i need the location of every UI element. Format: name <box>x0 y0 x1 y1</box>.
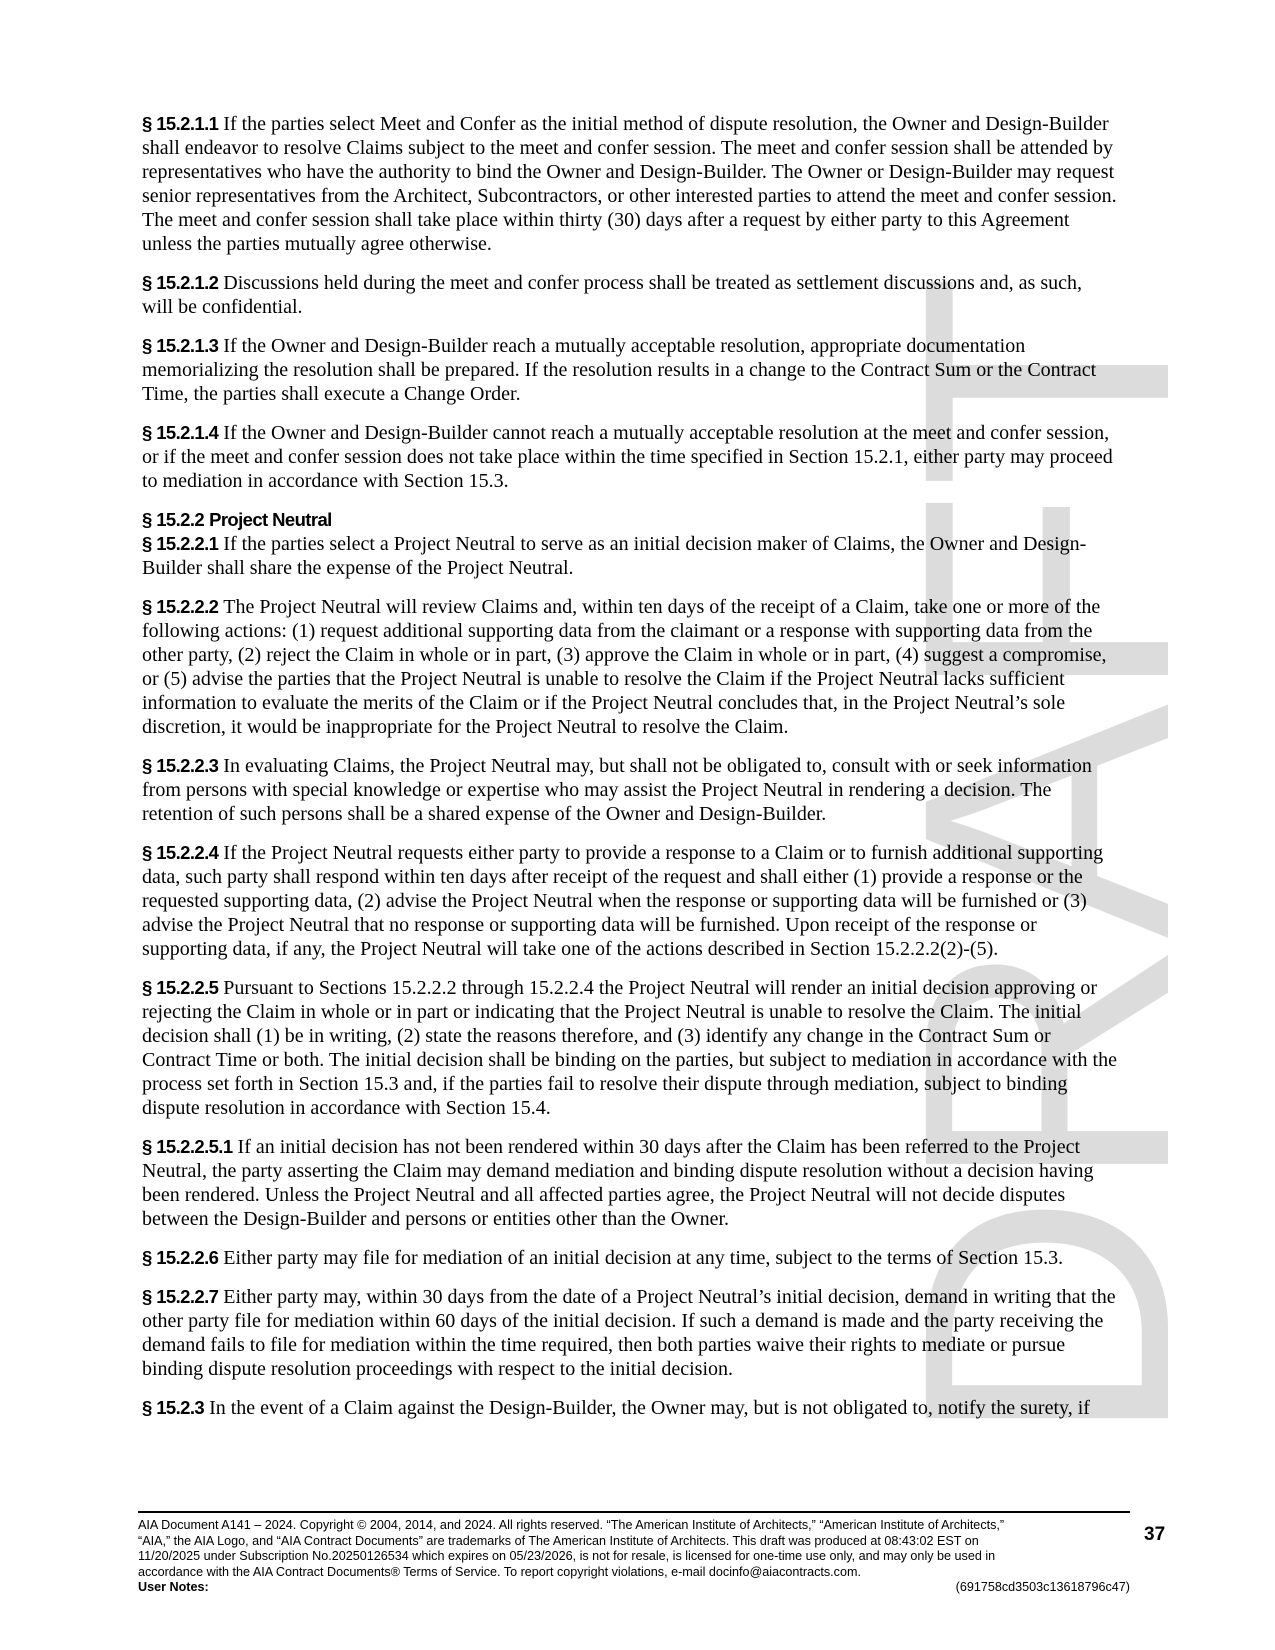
section-number: § 15.2.2.4 <box>142 842 219 863</box>
section-heading-text: Project Neutral <box>209 509 332 530</box>
page-footer <box>138 1511 1130 1596</box>
section-number: § 15.2.1.4 <box>142 422 219 443</box>
user-notes-label: User Notes: <box>138 1580 209 1595</box>
section-heading <box>142 508 1118 532</box>
document-id: (691758cd3503c13618796c47) <box>955 1580 1130 1595</box>
section-text: Discussions held during the meet and confer process shall be treated as settlement discussions and, as such, will be confidential. <box>142 272 1082 318</box>
section-paragraph <box>142 1246 1118 1270</box>
section-paragraph <box>142 532 1118 580</box>
footer-terms-line: accordance with the AIA Contract Documents® Terms of Service. To report copyright violations, e-mail docinfo@aiacontracts.com. <box>138 1564 861 1579</box>
section-paragraph <box>142 841 1118 961</box>
section-number: § 15.2.2 <box>142 509 205 530</box>
section-text: If the parties select a Project Neutral to serve as an initial decision maker of Claims, the Owner and Design-Builder shall share the expense of the Project Neutral. <box>142 533 1087 579</box>
section-number: § 15.2.2.5 <box>142 977 219 998</box>
section-number: § 15.2.3 <box>142 1397 205 1418</box>
section-number: § 15.2.2.3 <box>142 755 219 776</box>
section-text: Either party may, within 30 days from the date of a Project Neutral’s initial decision, demand in writing that the other party file for mediation within 60 days of the initial decision. If such a demand is made and the party receiving the demand fails to file for mediation within the time required, then both parties waive their rights to mediate or pursue binding dispute resolution proceedings with respect to the initial decision. <box>142 1286 1116 1380</box>
section-text: If the parties select Meet and Confer as the initial method of dispute resolution, the Owner and Design-Builder shall endeavor to resolve Claims subject to the meet and confer session. The meet and confer session shall be attended by representatives who have the authority to bind the Owner and Design-Builder. The Owner or Design-Builder may request senior representatives from the Architect, Subcontractors, or other interested parties to attend the meet and confer session. The meet and confer session shall take place within thirty (30) days after a request by either party to this Agreement unless the parties mutually agree otherwise. <box>142 113 1117 255</box>
section-number: § 15.2.1.2 <box>142 272 219 293</box>
section-text: In the event of a Claim against the Design-Builder, the Owner may, but is not obligated to, notify the surety, if <box>209 1397 1090 1419</box>
draft-watermark: DRAFT <box>849 273 1243 1447</box>
section-text: In evaluating Claims, the Project Neutral may, but shall not be obligated to, consult with or seek information from persons with special knowledge or expertise who may assist the Project Neutral in rendering a decision. The retention of such persons shall be a shared expense of the Owner and Design-Builder. <box>142 755 1092 825</box>
section-number: § 15.2.2.5.1 <box>142 1136 233 1157</box>
section-paragraph <box>142 1285 1118 1381</box>
section-paragraph <box>142 754 1118 826</box>
section-number: § 15.2.2.6 <box>142 1247 219 1268</box>
section-paragraph <box>142 421 1118 493</box>
section-number: § 15.2.2.7 <box>142 1286 219 1307</box>
section-paragraph <box>142 112 1118 256</box>
footer-copyright-line: AIA Document A141 – 2024. Copyright © 2004, 2014, and 2024. All rights reserved. “The American Institute of Architects,” “American Institute of Architects,” <box>138 1518 1005 1532</box>
section-text: Either party may file for mediation of an initial decision at any time, subject to the terms of Section 15.3. <box>223 1247 1064 1269</box>
page-number: 37 <box>1144 1524 1166 1545</box>
footer-trademark-line: “AIA,” the AIA Logo, and “AIA Contract Documents” are trademarks of The American Institute of Architects. This draft was produced at 08:43:02 EST on <box>138 1533 979 1548</box>
section-text: If an initial decision has not been rendered within 30 days after the Claim has been referred to the Project Neutral, the party asserting the Claim may demand mediation and binding dispute resolution without a decision having been rendered. Unless the Project Neutral and all affected parties agree, the Project Neutral will not decide disputes between the Design-Builder and persons or entities other than the Owner. <box>142 1136 1094 1230</box>
document-body <box>142 112 1118 1435</box>
section-number: § 15.2.2.2 <box>142 596 219 617</box>
section-number: § 15.2.1.3 <box>142 335 219 356</box>
section-number: § 15.2.1.1 <box>142 113 219 134</box>
section-text: The Project Neutral will review Claims and, within ten days of the receipt of a Claim, take one or more of the following actions: (1) request additional supporting data from the claimant or a response with supporting data from the other party, (2) reject the Claim in whole or in part, (3) approve the Claim in whole or in part, (4) suggest a compromise, or (5) advise the parties that the Project Neutral is unable to resolve the Claim if the Project Neutral lacks sufficient information to evaluate the merits of the Claim or if the Project Neutral concludes that, in the Project Neutral’s sole discretion, it would be inappropriate for the Project Neutral to resolve the Claim. <box>142 596 1107 738</box>
footer-user-notes-row <box>138 1580 1130 1596</box>
section-paragraph <box>142 1135 1118 1231</box>
section-number: § 15.2.2.1 <box>142 533 219 554</box>
section-paragraph <box>142 271 1118 319</box>
section-paragraph <box>142 976 1118 1120</box>
section-text: If the Owner and Design-Builder cannot reach a mutually acceptable resolution at the meet and confer session, or if the meet and confer session does not take place within the time specified in Section 15.2.1, either party may proceed to mediation in accordance with Section 15.3. <box>142 422 1113 492</box>
section-text: If the Project Neutral requests either party to provide a response to a Claim or to furnish additional supporting data, such party shall respond within ten days after receipt of the request and shall either (1) provide a response or the requested supporting data, (2) advise the Project Neutral when the response or supporting data will be furnished or (3) advise the Project Neutral that no response or supporting data will be furnished. Upon receipt of the response or supporting data, if any, the Project Neutral will take one of the actions described in Section 15.2.2.2(2)-(5). <box>142 842 1104 960</box>
section-paragraph <box>142 1396 1118 1420</box>
section-paragraph <box>142 595 1118 739</box>
section-text: Pursuant to Sections 15.2.2.2 through 15.2.2.4 the Project Neutral will render an initial decision approving or rejecting the Claim in whole or in part or indicating that the Project Neutral is unable to resolve the Claim. The initial decision shall (1) be in writing, (2) state the reasons therefore, and (3) identify any change in the Contract Sum or Contract Time or both. The initial decision shall be binding on the parties, but subject to mediation in accordance with the process set forth in Section 15.3 and, if the parties fail to resolve their dispute through mediation, subject to binding dispute resolution in accordance with Section 15.4. <box>142 977 1117 1119</box>
section-text: If the Owner and Design-Builder reach a mutually acceptable resolution, appropriate documentation memorializing the resolution shall be prepared. If the resolution results in a change to the Contract Sum or the Contract Time, the parties shall execute a Change Order. <box>142 335 1097 405</box>
section-paragraph <box>142 334 1118 406</box>
footer-subscription-line: 11/20/2025 under Subscription No.20250126534 which expires on 05/23/2026, is not for resale, is licensed for one-time use only, and may only be used in <box>138 1549 996 1564</box>
